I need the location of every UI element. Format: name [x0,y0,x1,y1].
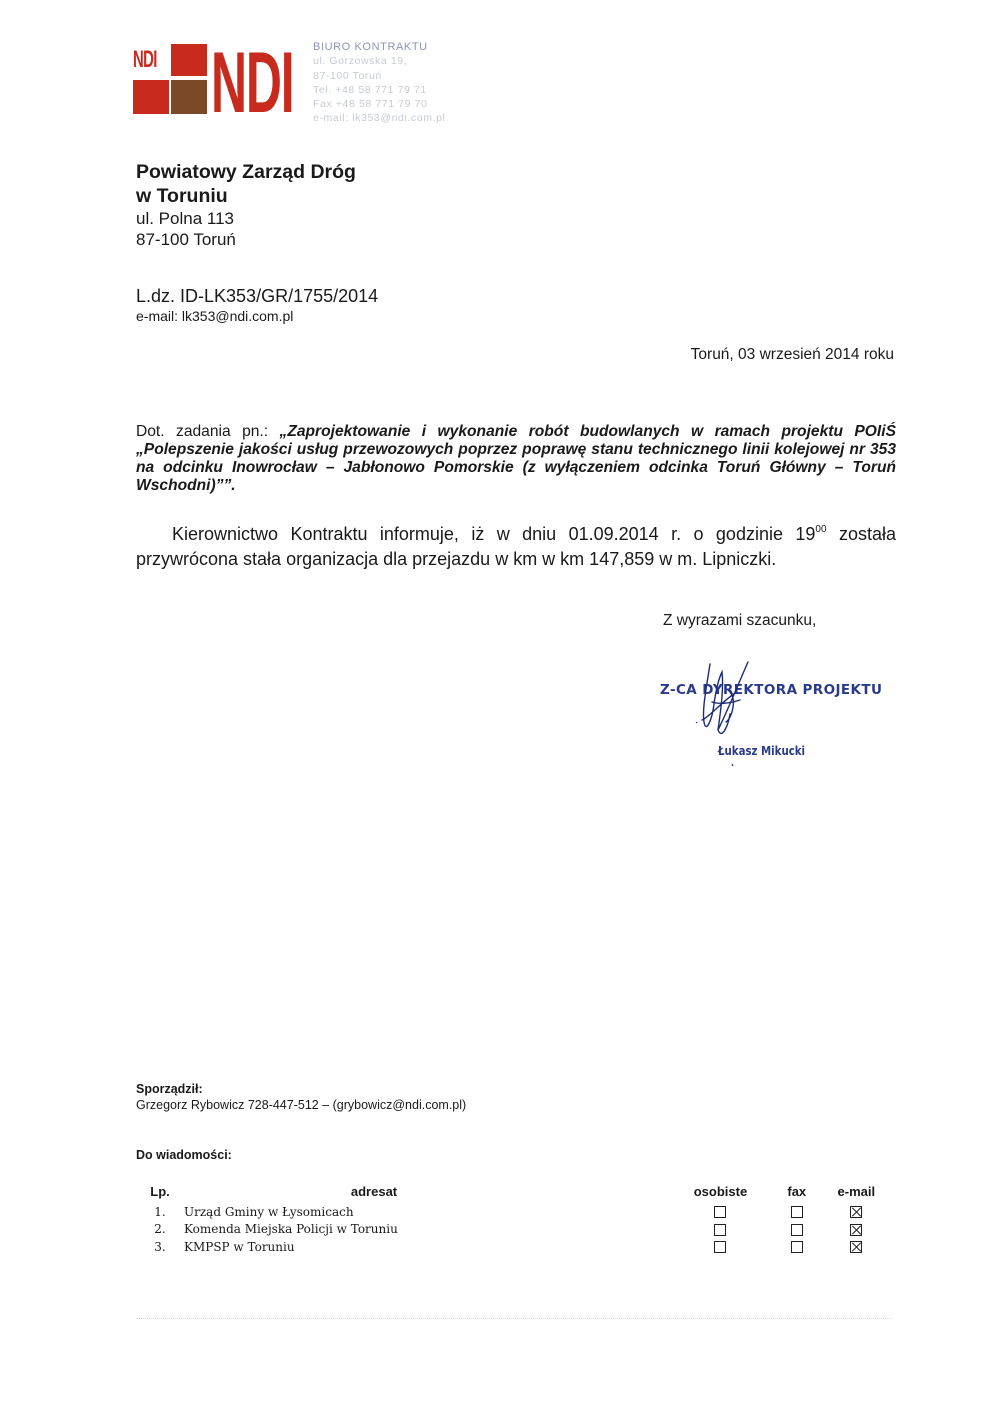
distribution-heading: Do wiadomości: [136,1148,232,1162]
handwritten-signature [688,660,758,772]
reference-number: L.dz. ID-LK353/GR/1755/2014 [136,286,379,306]
body-text-part2: została przywrócona stała organizacja dla przejazdu w km w km 147,859 w m. Lipniczki. [136,524,896,569]
column-fax: fax [787,1184,807,1199]
distribution-table [136,1184,896,1256]
checkbox-personal [714,1224,726,1236]
subject-lead: Dot. zadania pn.: [136,423,280,440]
checkbox-fax [791,1241,803,1253]
checkbox-personal [714,1206,726,1218]
recipient-name-line2: w Toruniu [136,185,228,207]
reference-block [136,285,378,325]
prepared-by [136,1081,466,1113]
recipient-name-line1: Powiatowy Zarząd Dróg [136,161,356,183]
row-addressee: Urząd Gminy w Łysomicach [184,1204,354,1219]
checkbox-email [850,1206,862,1218]
table-row [136,1203,896,1221]
logo-big-wordmark: NDI [211,35,294,131]
column-personal: osobiste [693,1184,748,1199]
column-addressee: adresat [350,1184,398,1199]
body-text-part1: Kierownictwo Kontraktu informuje, iż w dniu 01.09.2014 r. o godzinie 19 [172,524,816,544]
table-row [136,1221,896,1239]
checkbox-fax [791,1206,803,1218]
checkbox-email [850,1224,862,1236]
row-number: 3. [154,1239,166,1254]
stamp-name: Łukasz Mikucki [718,744,806,758]
row-number: 2. [154,1222,166,1237]
row-addressee: KMPSP w Toruniu [184,1239,295,1254]
logo-square-brown [171,80,207,114]
recipient-street: ul. Polna 113 [136,209,234,228]
logo-square-red-top [171,44,207,76]
recipient-city: 87-100 Toruń [136,230,236,249]
letter-date: Toruń, 03 wrzesień 2014 roku [690,346,894,363]
checkbox-personal [714,1241,726,1253]
office-street: ul. Gorzowska 19, [313,55,408,68]
checkbox-email [850,1241,862,1253]
closing-phrase: Z wyrazami szacunku, [663,612,817,629]
logo-small-wordmark: NDI [133,46,157,73]
office-fax: Fax +48 58 771 79 70 [313,98,428,111]
company-logo [133,35,294,131]
checkbox-fax [791,1224,803,1236]
row-number: 1. [154,1204,166,1219]
logo-square-red-bottom [133,80,169,114]
office-tel: Tel. +48 58 771 79 71 [313,83,427,96]
recipient-address [136,160,356,250]
column-lp: Lp. [150,1184,170,1199]
subject-paragraph [136,423,896,495]
office-title: BIURO KONTRAKTU [313,41,428,53]
stamp-title: Z-CA DYREKTORA PROJEKTU [660,682,883,698]
reference-email: e-mail: lk353@ndi.com.pl [136,308,294,324]
prepared-value: Grzegorz Rybowicz 728-447-512 – (grybowicz@ndi.com.pl) [136,1098,467,1112]
body-time-superscript: 00 [815,524,827,535]
office-letterhead [313,40,445,126]
footer-rule [136,1318,892,1319]
table-row [136,1238,896,1256]
prepared-heading: Sporządził: [136,1082,203,1096]
row-addressee: Komenda Miejska Policji w Toruniu [184,1222,398,1237]
body-paragraph [136,522,896,572]
column-email: e-mail [837,1184,876,1199]
distribution-header-row [136,1184,896,1203]
subject-title: „Zaprojektowanie i wykonanie robót budowlanych w ramach projektu POIiŚ „Polepszenie jakości usług przewozowych poprzez poprawę stanu technicznego linii kolejowej nr 353 na odcinku Inowrocław – Jabłonowo Pomorskie (z wyłączeniem odcinka Toruń Główny – Toruń Wschodni)””. [136,423,896,494]
office-email: e-mail: lk353@ndi.com.pl [313,112,446,125]
office-city: 87-100 Toruń [313,69,382,82]
